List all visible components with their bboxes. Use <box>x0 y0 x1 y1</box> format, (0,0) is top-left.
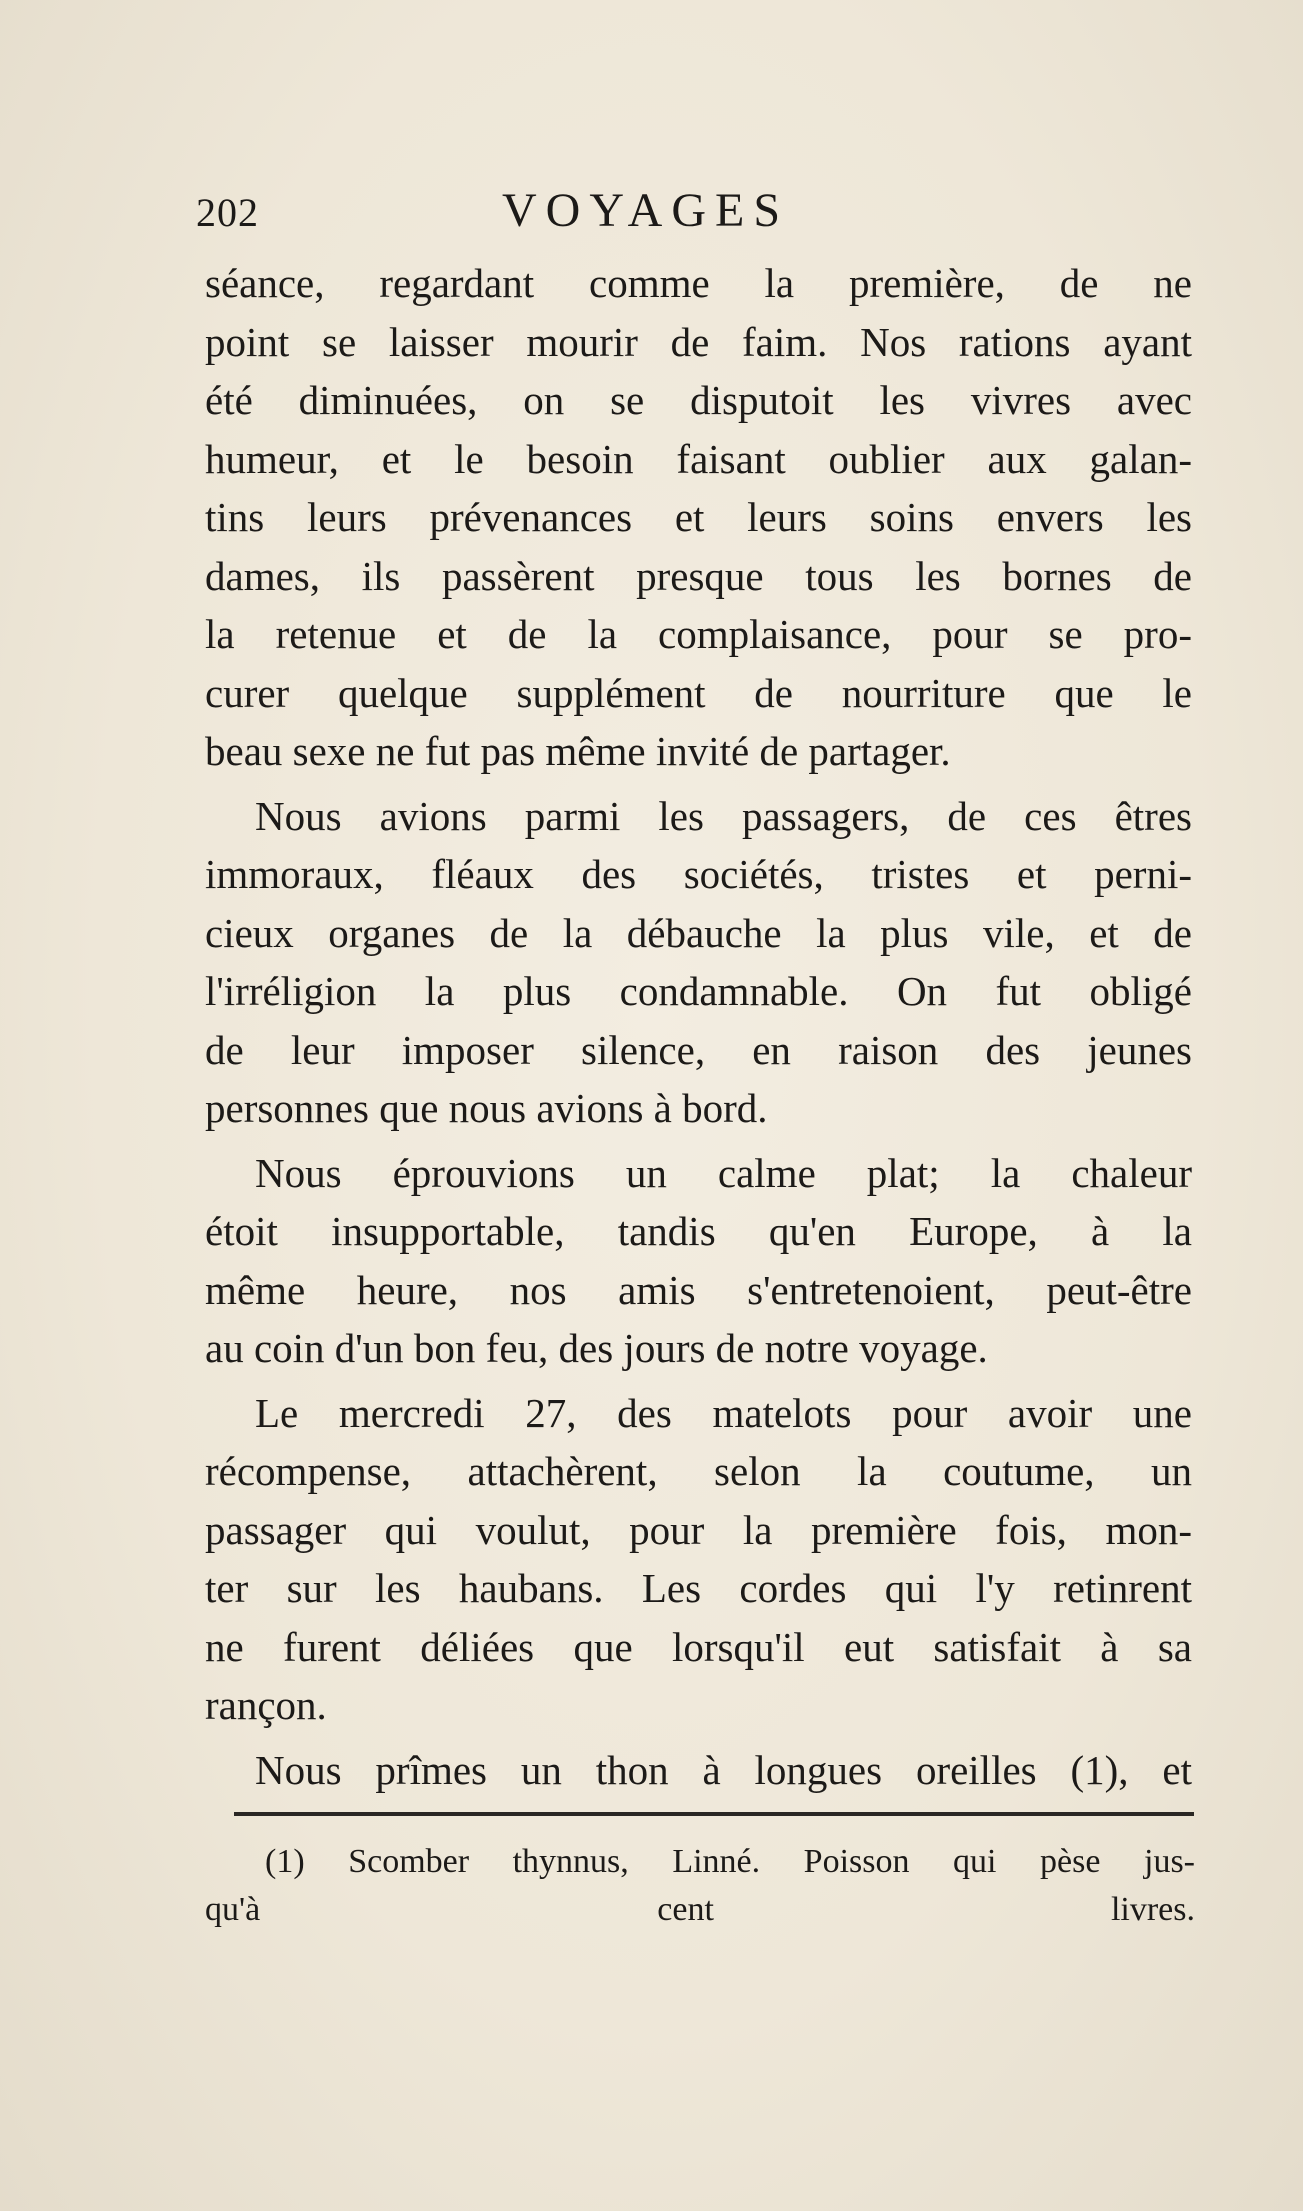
body-text <box>205 254 1192 1805</box>
text-line: tins leurs prévenances et leurs soins envers les <box>205 494 1192 540</box>
page-number: 202 <box>196 190 259 235</box>
text-line: été diminuées, on se disputoit les vivres avec <box>205 377 1192 423</box>
text-line: étoit insupportable, tandis qu'en Europe, à la <box>205 1208 1192 1254</box>
footnote-line: qu'à cent livres. <box>205 1891 1195 1928</box>
paragraph-1 <box>205 254 1192 781</box>
text-line: curer quelque supplément de nourriture que le <box>205 669 1192 716</box>
text-line: humeur, et le besoin faisant oublier aux galan- <box>205 435 1192 482</box>
text-line: cieux organes de la débauche la plus vile, et de <box>205 909 1192 956</box>
text-line: Le mercredi 27, des matelots pour avoir une <box>255 1389 1192 1436</box>
footnote <box>205 1838 1195 1934</box>
page-header <box>196 183 856 243</box>
text-line: personnes que nous avions à bord. <box>205 1085 768 1131</box>
text-line: récompense, attachèrent, selon la coutume, un <box>205 1448 1192 1494</box>
text-line: l'irréligion la plus condamnable. On fut obligé <box>205 968 1192 1014</box>
text-line: même heure, nos amis s'entretenoient, peut-être <box>205 1266 1192 1313</box>
text-line: dames, ils passèrent presque tous les bornes de <box>205 552 1192 599</box>
running-title: VOYAGES <box>502 184 790 237</box>
text-line: Nous prîmes un thon à longues oreilles (1), et <box>255 1746 1192 1793</box>
text-line: séance, regardant comme la première, de ne <box>205 260 1192 306</box>
text-line: la retenue et de la complaisance, pour se pro- <box>205 611 1192 657</box>
paragraph-3 <box>205 1144 1192 1378</box>
text-line: au coin d'un bon feu, des jours de notre voyage. <box>205 1325 988 1371</box>
paragraph-2 <box>205 787 1192 1138</box>
text-line: beau sexe ne fut pas même invité de partager. <box>205 728 951 774</box>
text-line: ne furent déliées que lorsqu'il eut satisfait à sa <box>205 1623 1192 1670</box>
footnote-line: (1) Scomber thynnus, Linné. Poisson qui pèse jus- <box>265 1843 1195 1880</box>
text-line: immoraux, fléaux des sociétés, tristes et perni- <box>205 851 1192 897</box>
footnote-divider <box>234 1812 1194 1816</box>
paragraph-5 <box>205 1741 1192 1800</box>
text-line: Nous avions parmi les passagers, de ces êtres <box>255 792 1192 839</box>
text-line: rançon. <box>205 1682 327 1728</box>
text-line: de leur imposer silence, en raison des jeunes <box>205 1026 1192 1073</box>
text-line: passager qui voulut, pour la première fois, mon- <box>205 1506 1192 1553</box>
text-line: point se laisser mourir de faim. Nos rations ayant <box>205 318 1192 365</box>
paragraph-4 <box>205 1384 1192 1735</box>
text-line: Nous éprouvions un calme plat; la chaleur <box>255 1149 1192 1196</box>
text-line: ter sur les haubans. Les cordes qui l'y retinrent <box>205 1565 1192 1611</box>
